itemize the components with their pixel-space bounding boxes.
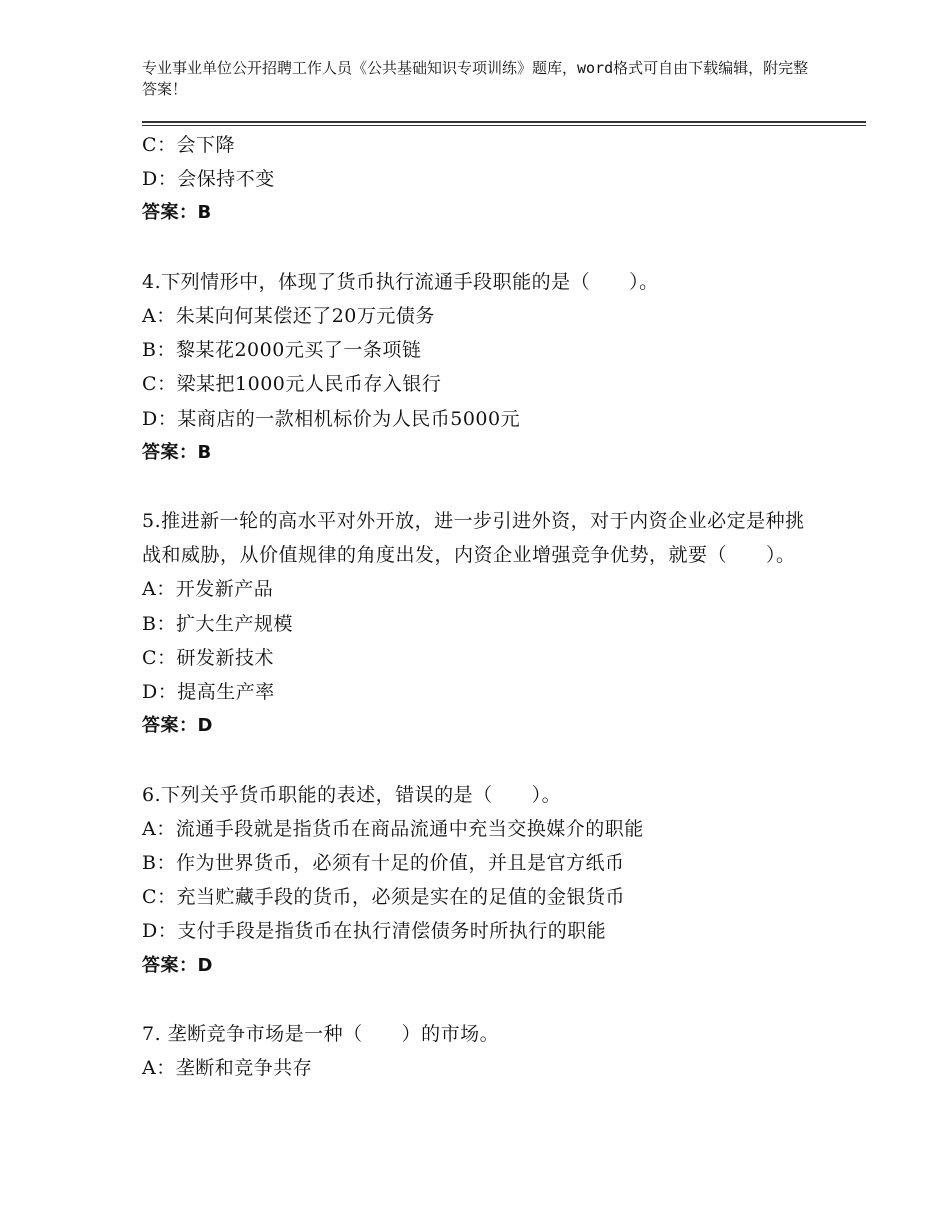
question-6 xyxy=(142,778,822,983)
question-list xyxy=(142,128,822,1085)
question-7 xyxy=(142,1017,822,1085)
option-a: A：朱某向何某偿还了20万元债务 xyxy=(142,304,435,327)
question-stem: 4.下列情形中，体现了货币执行流通手段职能的是（ ）。 xyxy=(142,270,659,293)
option-a: A：垄断和竞争共存 xyxy=(142,1057,313,1080)
option-c: C：会下降 xyxy=(142,134,236,156)
option-d: D：某商店的一款相机标价为人民币5000元 xyxy=(142,407,521,430)
option-a: A：开发新产品 xyxy=(142,578,274,601)
answer-label: 答案：B xyxy=(142,441,212,463)
spacer xyxy=(142,231,822,265)
option-c: C：研发新技术 xyxy=(142,646,275,669)
spacer xyxy=(142,470,822,504)
previous-question-tail xyxy=(142,128,822,231)
option-d: D：会保持不变 xyxy=(142,168,275,191)
option-c: C：梁某把1000元人民币存入银行 xyxy=(142,373,442,396)
document-header xyxy=(142,58,822,100)
option-b: B：作为世界货币，必须有十足的价值，并且是官方纸币 xyxy=(142,851,625,874)
option-b: B：扩大生产规模 xyxy=(142,612,293,635)
option-b: B：黎某花2000元买了一条项链 xyxy=(142,339,422,362)
option-c: C：充当贮藏手段的货币，必须是实在的足值的金银货币 xyxy=(142,886,626,909)
question-4 xyxy=(142,265,822,470)
question-stem: 5.推进新一轮的高水平对外开放，进一步引进外资，对于内资企业必定是种挑战和威胁，从价值规律的角度出发，内资企业增强竞争优势，就要（ ）。 xyxy=(142,510,805,567)
header-divider xyxy=(142,121,866,126)
answer-label: 答案：D xyxy=(142,715,213,737)
option-d: D：支付手段是指货币在执行清偿债务时所执行的职能 xyxy=(142,920,607,943)
answer-label: 答案：D xyxy=(142,954,213,976)
answer-label: 答案：B xyxy=(142,202,212,224)
option-d: D：提高生产率 xyxy=(142,681,275,704)
question-stem: 6.下列关乎货币职能的表述，错误的是（ ）。 xyxy=(142,783,562,806)
option-a: A：流通手段就是指货币在商品流通中充当交换媒介的职能 xyxy=(142,817,644,840)
spacer xyxy=(142,983,822,1017)
header-text: 专业事业单位公开招聘工作人员《公共基础知识专项训练》题库，word格式可自由下载编辑，附完整答案！ xyxy=(142,59,809,98)
question-stem: 7. 垄断竞争市场是一种（ ）的市场。 xyxy=(142,1022,500,1045)
question-5 xyxy=(142,504,822,743)
spacer xyxy=(142,743,822,777)
